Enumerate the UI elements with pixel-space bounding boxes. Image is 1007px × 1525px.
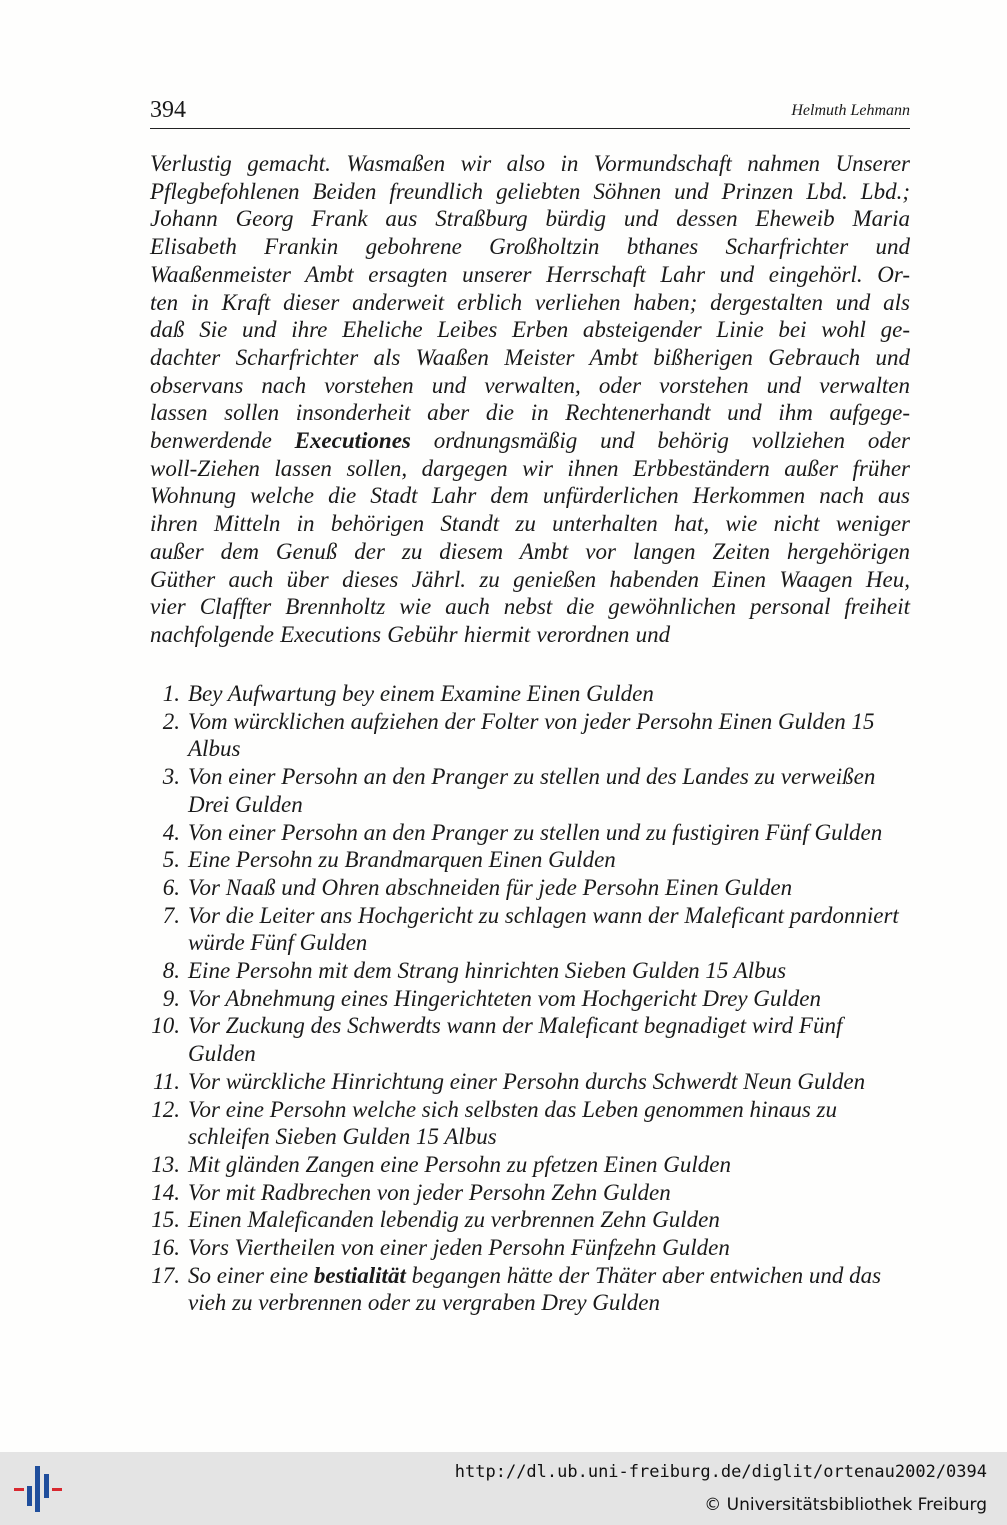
- list-number: 7.: [162, 902, 180, 928]
- list-number: 8.: [162, 958, 180, 984]
- list-item: [150, 1096, 910, 1151]
- body-line: observans nach vorstehen und verwalten, oder vorstehen und verwalten: [150, 372, 910, 398]
- list-text: Vor mit Radbrechen von jeder Persohn Zehn Gulden: [188, 1179, 671, 1205]
- list-number: 4.: [162, 819, 180, 845]
- page-header: [150, 96, 910, 129]
- body-line: Johann Georg Frank aus Straßburg bürdig und dessen Eheweib Maria: [150, 206, 910, 232]
- body-line: ten in Kraft dieser anderweit erblich verliehen haben; dergestalten und als: [150, 289, 910, 315]
- list-text: Bey Aufwartung bey einem Examine Einen Gulden: [188, 681, 654, 706]
- list-text: Eine Persohn zu Brandmarquen Einen Gulden: [188, 847, 616, 873]
- body-line: vier Claffter Brennholtz wie auch nebst die gewöhnlichen personal freiheit: [150, 594, 910, 620]
- fee-list: [150, 680, 910, 1317]
- list-text: Vom würcklichen aufziehen der Folter von jeder Persohn Einen Gulden 15 Albus: [188, 708, 875, 762]
- list-number: 16.: [151, 1235, 180, 1261]
- list-text: Von einer Persohn an den Pranger zu stellen und zu fustigiren Fünf Gulden: [188, 819, 883, 845]
- body-line: [150, 427, 910, 455]
- copyright-notice: © Universitätsbibliothek Freiburg: [704, 1495, 987, 1515]
- library-footer-bar: [0, 1452, 1007, 1525]
- page-number: 394: [150, 97, 186, 123]
- list-text: Mit gländen Zangen eine Persohn zu pfetzen Einen Gulden: [188, 1151, 731, 1177]
- list-number: 17.: [151, 1262, 180, 1288]
- list-number: 13.: [151, 1151, 180, 1177]
- emphasis-executiones: Executiones: [294, 428, 411, 454]
- body-line: Pflegbefohlenen Beiden freundlich geliebten Söhnen und Prinzen Lbd. Lbd.;: [150, 178, 910, 204]
- list-text: Vor Naaß und Ohren abschneiden für jede Persohn Einen Gulden: [188, 874, 793, 900]
- list-number: 2.: [162, 708, 180, 734]
- body-line-text: benwerdende: [150, 428, 295, 454]
- body-line: daß Sie und ihre Eheliche Leibes Erben absteigender Linie bei wohl ge-: [150, 317, 910, 343]
- list-text: Vor Abnehmung eines Hingerichteten vom Hochgericht Drey Gulden: [188, 985, 821, 1011]
- list-item: [150, 1012, 910, 1067]
- list-item: [150, 1179, 910, 1207]
- list-number: 1.: [162, 681, 180, 706]
- body-line: Verlustig gemacht. Wasmaßen wir also in Vormundschaft nahmen Unserer: [150, 151, 910, 176]
- list-text: Vor die Leiter ans Hochgericht zu schlagen wann der Maleficant pardonniert würde Fünf Gulden: [188, 902, 899, 956]
- body-line-text: ordnungsmäßig und behörig vollziehen oder: [410, 428, 910, 454]
- list-item: [150, 1206, 910, 1234]
- list-item: [150, 846, 910, 874]
- list-text: Von einer Persohn an den Pranger zu stellen und des Landes zu verweißen Drei Gulden: [188, 764, 876, 817]
- list-item: [150, 874, 910, 902]
- body-line: dachter Scharfrichter als Waaßen Meister Ambt bißherigen Gebrauch und: [150, 344, 910, 370]
- body-line: ihren Mitteln in behörigen Standt zu unterhalten hat, wie nicht weniger: [150, 511, 910, 537]
- body-line: Güther auch über dieses Jährl. zu genießen habenden Einen Waagen Heu,: [150, 566, 910, 592]
- list-item: [150, 819, 910, 847]
- list-item: [150, 902, 910, 957]
- list-item: [150, 708, 910, 763]
- body-line: lassen sollen insonderheit aber die in Rechtenerhandt und ihm aufgege-: [150, 400, 910, 426]
- emphasis-bestialitaet: bestialität: [313, 1262, 406, 1288]
- list-item: [150, 1234, 910, 1262]
- body-line: außer dem Genuß der zu diesem Ambt vor langen Zeiten hergehörigen: [150, 538, 910, 564]
- list-number: 10.: [151, 1013, 180, 1039]
- list-number: 5.: [162, 847, 180, 873]
- list-text: Vor Zuckung des Schwerdts wann der Maleficant begnadiget wird Fünf Gulden: [188, 1013, 843, 1067]
- running-head-author: Helmuth Lehmann: [791, 102, 910, 119]
- list-text: Vor eine Persohn welche sich selbsten das Leben genommen hinaus zu schleifen Sieben Gulden 15 Albus: [188, 1096, 838, 1150]
- list-number: 9.: [162, 985, 180, 1011]
- list-number: 6.: [162, 874, 180, 900]
- body-line: Elisabeth Frankin gebohrene Großholtzin bthanes Scharfrichter und: [150, 234, 910, 260]
- list-text: Eine Persohn mit dem Strang hinrichten Sieben Gulden 15 Albus: [188, 958, 787, 984]
- list-number: 15.: [151, 1207, 180, 1233]
- list-text: Einen Maleficanden lebendig zu verbrennen Zehn Gulden: [188, 1207, 720, 1233]
- list-item: [150, 1068, 910, 1096]
- body-line: Wohnung welche die Stadt Lahr dem unfürderlichen Herkommen nach aus: [150, 483, 910, 509]
- list-text: So einer eine: [188, 1262, 314, 1288]
- list-text: begangen hätte der Thäter aber entwichen und das vieh zu verbrennen oder zu vergraben Drey Gulden: [188, 1262, 882, 1316]
- list-item: [150, 957, 910, 985]
- list-number: 12.: [151, 1096, 180, 1122]
- list-text: Vor würckliche Hinrichtung einer Persohn durchs Schwerdt Neun Gulden: [188, 1068, 866, 1094]
- body-paragraph: [150, 150, 910, 649]
- body-line: nachfolgende Executions Gebühr hiermit verordnen und: [150, 621, 671, 647]
- ub-freiburg-logo-icon[interactable]: [14, 1464, 62, 1514]
- list-item: [150, 680, 910, 708]
- list-text: Vors Viertheilen von einer jeden Persohn Fünfzehn Gulden: [188, 1235, 730, 1261]
- list-item: [150, 1151, 910, 1179]
- body-line: Waaßenmeister Ambt ersagten unserer Herrschaft Lahr und eingehörl. Or-: [150, 261, 910, 287]
- list-item: [150, 1262, 910, 1317]
- permalink-url[interactable]: http://dl.ub.uni-freiburg.de/diglit/ortenau2002/0394: [454, 1462, 987, 1482]
- list-item: [150, 985, 910, 1013]
- list-number: 3.: [162, 764, 180, 790]
- list-number: 14.: [151, 1179, 180, 1205]
- list-item: [150, 763, 910, 818]
- body-line: woll-Ziehen lassen sollen, dargegen wir ihnen Erbbeständern außer früher: [150, 455, 910, 481]
- list-number: 11.: [152, 1068, 180, 1094]
